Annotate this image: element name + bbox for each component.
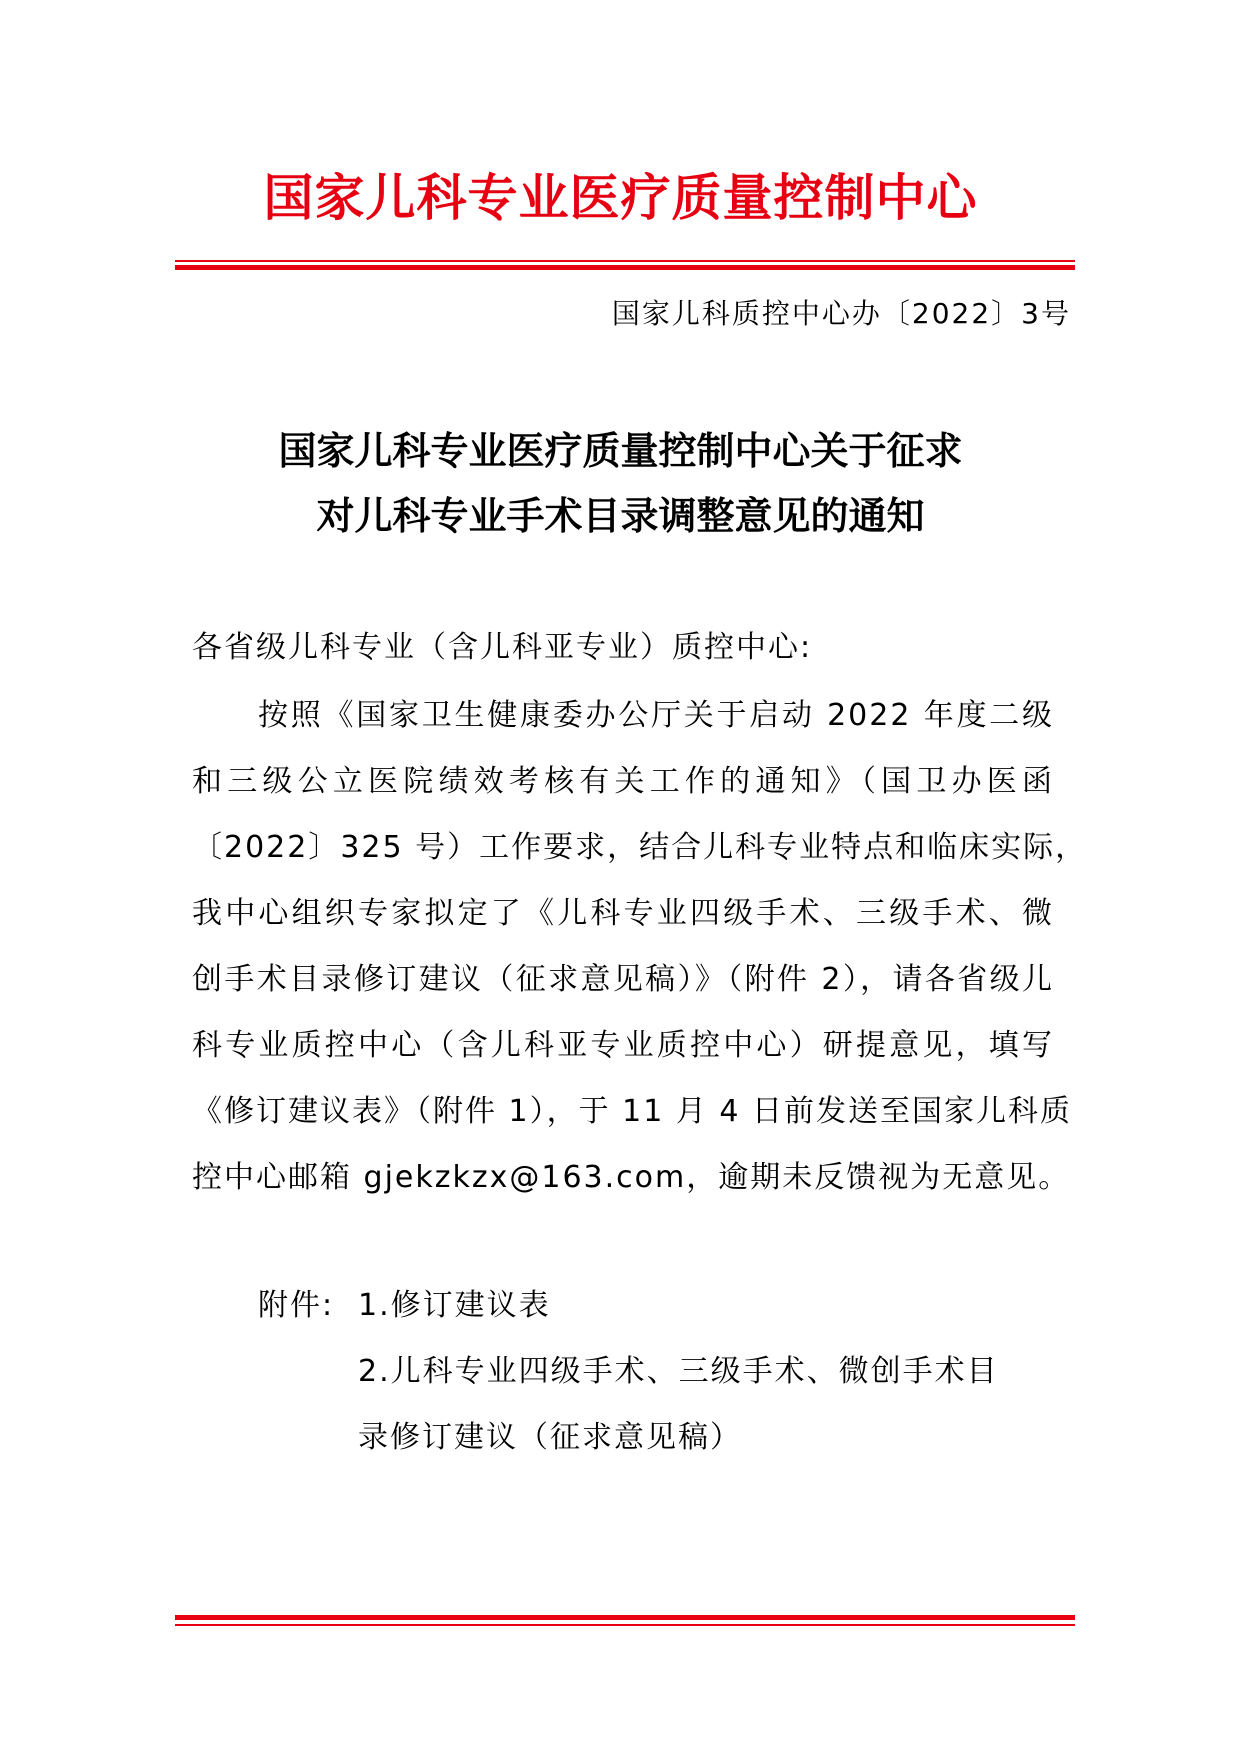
document-title-line-2: 对儿科专业手术目录调整意见的通知 — [316, 493, 925, 538]
body-paragraph-line: 〔2022〕325 号）工作要求，结合儿科专业特点和临床实际， — [192, 830, 1088, 865]
body-paragraph-line: 创手术目录修订建议（征求意见稿）》（附件 2），请各省级儿 — [192, 962, 1054, 997]
body-paragraph-line: 我中心组织专家拟定了《儿科专业四级手术、三级手术、微 — [192, 896, 1054, 931]
attachment-item-2-line-2: 录修订建议（征求意见稿） — [358, 1420, 742, 1455]
body-paragraph-line: 按照《国家卫生健康委办公厅关于启动 2022 年度二级 — [258, 698, 1054, 733]
salutation: 各省级儿科专业（含儿科亚专业）质控中心: — [192, 630, 813, 665]
attachment-item-2-line-1: 2.儿科专业四级手术、三级手术、微创手术目 — [358, 1354, 999, 1389]
header-rule-thick — [175, 265, 1075, 270]
body-paragraph-line: 控中心邮箱 gjekzkzx@163.com，逾期未反馈视为无意见。 — [192, 1160, 1071, 1195]
body-paragraph-line: 和三级公立医院绩效考核有关工作的通知》（国卫办医函 — [192, 764, 1054, 799]
body-paragraph-line: 科专业质控中心（含儿科亚专业质控中心）研提意见，填写 — [192, 1028, 1054, 1063]
attachment-item-1: 1.修订建议表 — [358, 1288, 551, 1323]
footer-rule-thick — [175, 1615, 1075, 1620]
document-number: 国家儿科质控中心办〔2022〕3号 — [611, 297, 1071, 330]
body-paragraph-line: 《修订建议表》（附件 1），于 11 月 4 日前发送至国家儿科质 — [192, 1094, 1073, 1129]
footer-rule-thin — [175, 1624, 1075, 1626]
org-masthead: 国家儿科专业医疗质量控制中心 — [263, 168, 978, 227]
document-title-line-1: 国家儿科专业医疗质量控制中心关于征求 — [278, 428, 963, 473]
header-rule-thin — [175, 260, 1075, 262]
attachments-label: 附件: — [258, 1288, 335, 1323]
